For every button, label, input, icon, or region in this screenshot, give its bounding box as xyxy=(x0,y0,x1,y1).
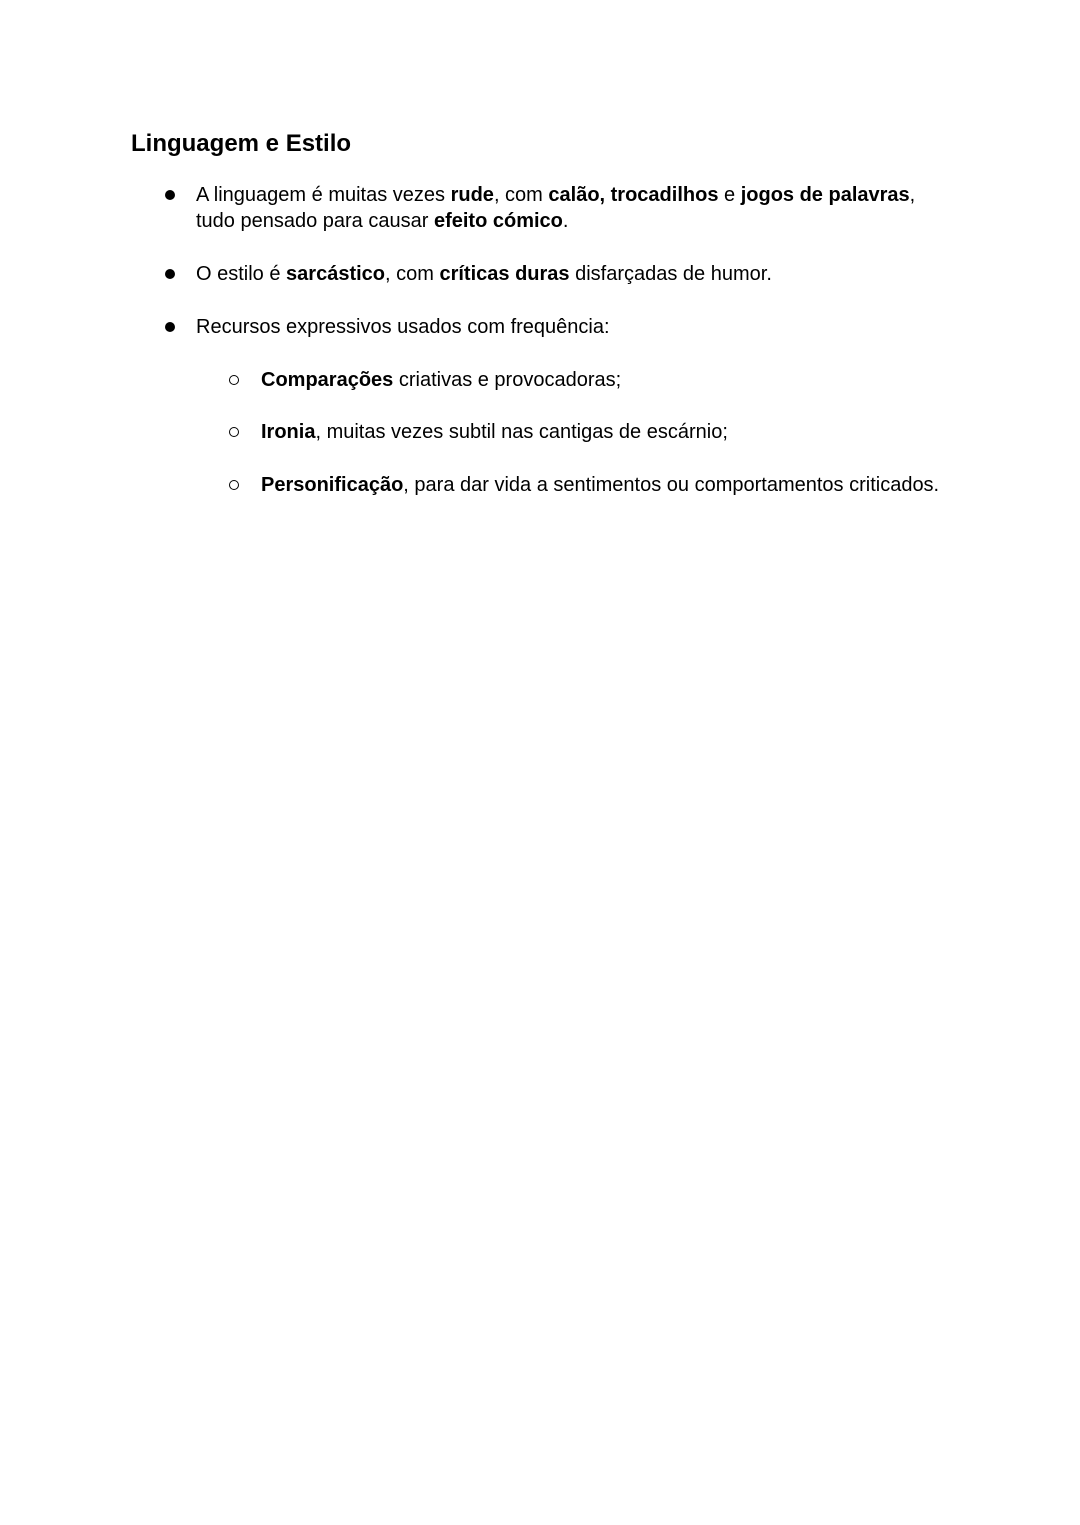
bold-text: calão, trocadilhos xyxy=(548,184,719,206)
bold-text: efeito cómico xyxy=(433,210,563,232)
bullet-circle-icon xyxy=(229,480,239,490)
section-heading: Linguagem e Estilo xyxy=(131,130,352,157)
text-run: , para dar vida a sentimentos ou comportamentos criticados. xyxy=(403,474,940,496)
bullet-dot-icon xyxy=(165,190,175,200)
list-item-style xyxy=(0,261,1080,287)
bold-text: jogos de palavras xyxy=(740,184,910,206)
text-run: . xyxy=(562,210,569,232)
sub-list-item-comparisons xyxy=(0,367,1080,393)
bullet-dot-icon xyxy=(165,322,175,332)
bullet-dot-icon xyxy=(165,269,175,279)
text-run: e xyxy=(718,184,741,206)
list-item-text: Recursos expressivos usados com frequência: xyxy=(196,316,610,338)
list-item-text xyxy=(196,261,772,287)
text-run: tudo pensado para causar xyxy=(196,210,434,232)
list-item-text xyxy=(196,182,915,208)
bullet-circle-icon xyxy=(229,427,239,437)
bullet-circle-icon xyxy=(229,375,239,385)
bold-text: sarcástico xyxy=(286,263,386,285)
sub-list-item-text xyxy=(261,367,621,393)
bold-text: Ironia xyxy=(261,421,316,443)
text-run: A linguagem é muitas vezes xyxy=(196,184,451,206)
bold-text: rude xyxy=(450,184,494,206)
list-item-text-continuation xyxy=(196,208,568,234)
bold-text: Personificação xyxy=(261,474,404,496)
list-item-resources xyxy=(0,314,1080,340)
text-run: , com xyxy=(385,263,440,285)
bold-text: críticas duras xyxy=(439,263,570,285)
sub-list-item-personification xyxy=(0,472,1080,498)
sub-list-item-text xyxy=(261,419,728,445)
sub-list-item-text xyxy=(261,472,939,498)
text-run: criativas e provocadoras; xyxy=(393,369,622,391)
bold-text: Comparações xyxy=(261,369,394,391)
text-run: , muitas vezes subtil nas cantigas de escárnio; xyxy=(315,421,728,443)
text-run: , com xyxy=(493,184,549,206)
sub-list-item-irony xyxy=(0,419,1080,445)
text-run: , xyxy=(909,184,916,206)
list-item-language xyxy=(0,182,1080,234)
text-run: O estilo é xyxy=(196,263,287,285)
text-run: disfarçadas de humor. xyxy=(569,263,772,285)
